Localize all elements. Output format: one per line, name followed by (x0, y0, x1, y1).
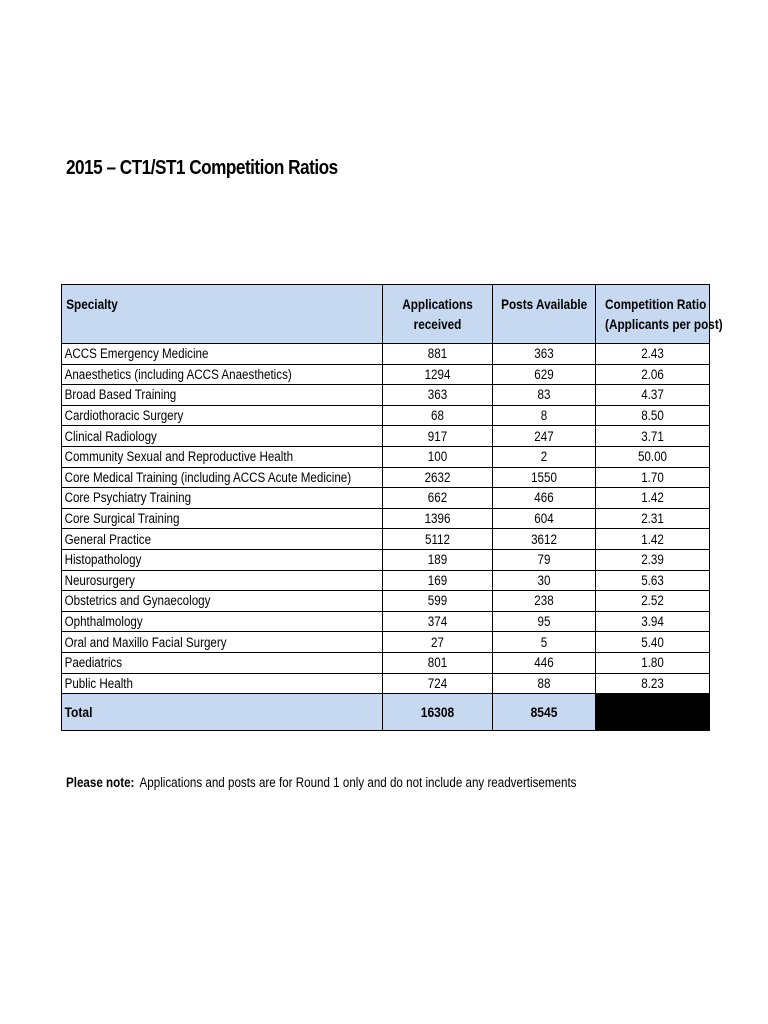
total-posts: 8545 (493, 694, 596, 731)
cell-ratio: 2.43 (596, 344, 710, 365)
cell-posts: 446 (493, 652, 596, 673)
applications-header-line2: received (413, 316, 462, 332)
table-row (62, 426, 710, 447)
cell-applications: 724 (383, 673, 493, 694)
cell-specialty: Public Health (62, 673, 383, 694)
header-row (62, 285, 710, 344)
cell-ratio: 1.42 (596, 529, 710, 550)
cell-applications: 1294 (383, 364, 493, 385)
cell-posts: 466 (493, 488, 596, 509)
table-row (62, 673, 710, 694)
cell-posts: 629 (493, 364, 596, 385)
table-row (62, 385, 710, 406)
cell-posts: 3612 (493, 529, 596, 550)
table-row (62, 652, 710, 673)
cell-posts: 79 (493, 549, 596, 570)
cell-specialty: General Practice (62, 529, 383, 550)
cell-ratio: 3.94 (596, 611, 710, 632)
cell-specialty: Core Medical Training (including ACCS Acute Medicine) (62, 467, 383, 488)
cell-specialty: Histopathology (62, 549, 383, 570)
column-header-ratio (596, 285, 723, 344)
cell-specialty: Paediatrics (62, 652, 383, 673)
cell-posts: 83 (493, 385, 596, 406)
footnote (66, 775, 577, 790)
table-row (62, 446, 710, 467)
column-header-posts: Posts Available (493, 285, 596, 344)
cell-applications: 374 (383, 611, 493, 632)
total-row (62, 694, 710, 731)
cell-specialty: Cardiothoracic Surgery (62, 405, 383, 426)
table-row (62, 364, 710, 385)
total-ratio-redacted (596, 694, 710, 731)
total-applications: 16308 (383, 694, 493, 731)
cell-ratio: 2.06 (596, 364, 710, 385)
cell-applications: 801 (383, 652, 493, 673)
cell-applications: 5112 (383, 529, 493, 550)
footnote-text: Applications and posts are for Round 1 only and do not include any readvertisements (139, 775, 577, 790)
applications-header-line1: Applications (402, 296, 473, 312)
cell-specialty: Core Surgical Training (62, 508, 383, 529)
table-row (62, 632, 710, 653)
table-row (62, 570, 710, 591)
cell-ratio: 50.00 (596, 446, 710, 467)
cell-ratio: 5.63 (596, 570, 710, 591)
cell-applications: 189 (383, 549, 493, 570)
cell-specialty: ACCS Emergency Medicine (62, 344, 383, 365)
table-row (62, 467, 710, 488)
cell-ratio: 3.71 (596, 426, 710, 447)
ratio-header-line1: Competition Ratio (605, 296, 707, 312)
cell-applications: 363 (383, 385, 493, 406)
table-row (62, 344, 710, 365)
cell-applications: 2632 (383, 467, 493, 488)
cell-applications: 68 (383, 405, 493, 426)
column-header-applications (383, 285, 493, 344)
cell-specialty: Community Sexual and Reproductive Health (62, 446, 383, 467)
cell-posts: 88 (493, 673, 596, 694)
competition-ratios-table (61, 284, 723, 731)
page-title: 2015 – CT1/ST1 Competition Ratios (66, 157, 338, 179)
cell-posts: 1550 (493, 467, 596, 488)
column-header-specialty: Specialty (62, 285, 383, 344)
total-label: Total (62, 694, 383, 731)
cell-specialty: Anaesthetics (including ACCS Anaesthetics) (62, 364, 383, 385)
cell-posts: 238 (493, 591, 596, 612)
cell-applications: 169 (383, 570, 493, 591)
cell-applications: 599 (383, 591, 493, 612)
table-footer (62, 694, 710, 731)
cell-ratio: 1.80 (596, 652, 710, 673)
cell-posts: 247 (493, 426, 596, 447)
cell-posts: 2 (493, 446, 596, 467)
cell-posts: 604 (493, 508, 596, 529)
cell-applications: 1396 (383, 508, 493, 529)
table-row (62, 529, 710, 550)
cell-posts: 363 (493, 344, 596, 365)
table-row (62, 508, 710, 529)
cell-specialty: Neurosurgery (62, 570, 383, 591)
cell-posts: 95 (493, 611, 596, 632)
cell-posts: 8 (493, 405, 596, 426)
cell-applications: 881 (383, 344, 493, 365)
cell-ratio: 8.50 (596, 405, 710, 426)
cell-ratio: 4.37 (596, 385, 710, 406)
table-body (62, 344, 710, 694)
cell-ratio: 1.70 (596, 467, 710, 488)
table-header (62, 285, 723, 344)
cell-applications: 27 (383, 632, 493, 653)
table-row (62, 611, 710, 632)
cell-ratio: 5.40 (596, 632, 710, 653)
cell-specialty: Clinical Radiology (62, 426, 383, 447)
table-row (62, 591, 710, 612)
ratio-header-line2: (Applicants per post) (605, 316, 723, 332)
cell-ratio: 2.39 (596, 549, 710, 570)
cell-applications: 917 (383, 426, 493, 447)
cell-applications: 100 (383, 446, 493, 467)
table-row (62, 405, 710, 426)
cell-specialty: Obstetrics and Gynaecology (62, 591, 383, 612)
cell-specialty: Oral and Maxillo Facial Surgery (62, 632, 383, 653)
cell-posts: 5 (493, 632, 596, 653)
cell-specialty: Broad Based Training (62, 385, 383, 406)
table-row (62, 549, 710, 570)
cell-posts: 30 (493, 570, 596, 591)
cell-ratio: 2.52 (596, 591, 710, 612)
cell-ratio: 2.31 (596, 508, 710, 529)
cell-ratio: 1.42 (596, 488, 710, 509)
cell-ratio: 8.23 (596, 673, 710, 694)
cell-specialty: Ophthalmology (62, 611, 383, 632)
footnote-label: Please note: (66, 775, 135, 790)
table-row (62, 488, 710, 509)
cell-applications: 662 (383, 488, 493, 509)
cell-specialty: Core Psychiatry Training (62, 488, 383, 509)
